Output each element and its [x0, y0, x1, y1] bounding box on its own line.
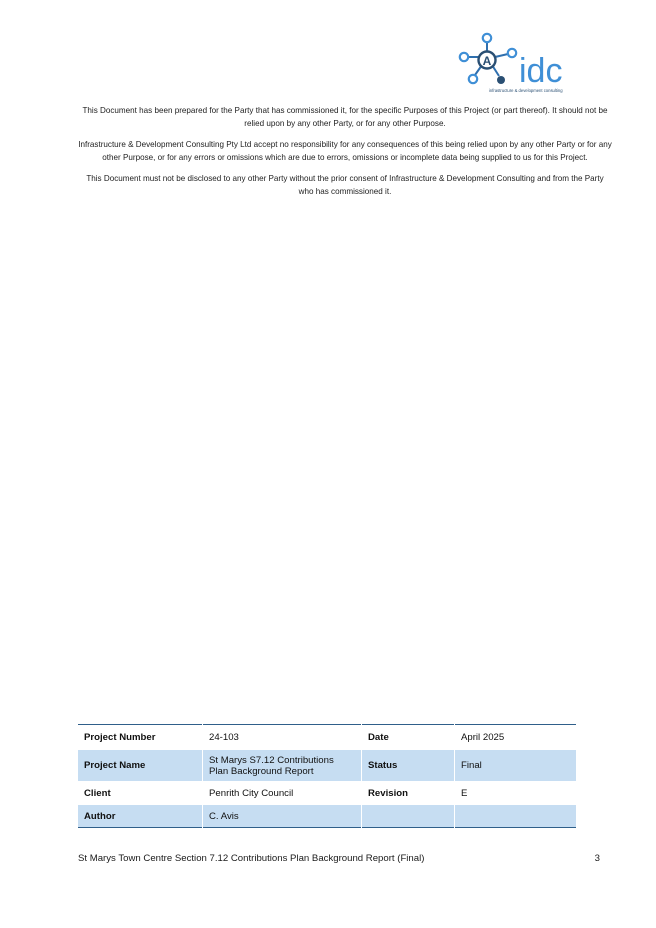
table-value: 24-103: [203, 725, 362, 750]
table-value: Final: [455, 750, 577, 782]
table-value: C. Avis: [203, 805, 362, 828]
table-value: April 2025: [455, 725, 577, 750]
table-row: [78, 782, 576, 805]
table-label: [362, 805, 455, 828]
table-label: Project Name: [78, 750, 203, 782]
logo-tagline: infrastructure & development consulting: [489, 88, 563, 93]
logo-wordmark: idc: [519, 52, 563, 90]
footer-title: St Marys Town Centre Section 7.12 Contributions Plan Background Report (Final): [78, 853, 425, 864]
table-row: [78, 750, 576, 782]
table-label: Project Number: [84, 731, 156, 743]
project-details-table: [78, 724, 576, 828]
table-value: E: [455, 782, 577, 805]
table-value: St Marys S7.12 Contributions Plan Background Report: [203, 750, 362, 782]
idc-logo: [455, 30, 580, 96]
table-label: Status: [362, 750, 455, 782]
table-label: Revision: [362, 782, 455, 805]
disclaimer: [78, 104, 612, 206]
disclaimer-paragraph: This Document must not be disclosed to any other Party without the prior consent of Infrastructure & Development Consulting and from the Party who has commissioned it.: [86, 174, 604, 196]
table-value: [455, 805, 577, 828]
disclaimer-paragraph: Infrastructure & Development Consulting Pty Ltd accept no responsibility for any consequences of this being relied upon by any other Party or for any other Purpose, or for any errors or omissions which are due to errors, omissions or incomplete data being supplied to us for this Project.: [78, 140, 612, 162]
table-label: Date: [362, 725, 455, 750]
page-footer: [78, 853, 600, 864]
table-label: Client: [78, 782, 203, 805]
table-row: [78, 805, 576, 828]
disclaimer-paragraph: This Document has been prepared for the Party that has commissioned it, for the specific Purposes of this Project (or part thereof). It should not be relied upon by any other Party, or for any other Purpose.: [82, 106, 608, 128]
table-label: Author: [78, 805, 203, 828]
table-value: Penrith City Council: [203, 782, 362, 805]
svg-text:A: A: [482, 54, 492, 68]
table-row: [78, 725, 576, 750]
page-number: 3: [594, 853, 600, 864]
